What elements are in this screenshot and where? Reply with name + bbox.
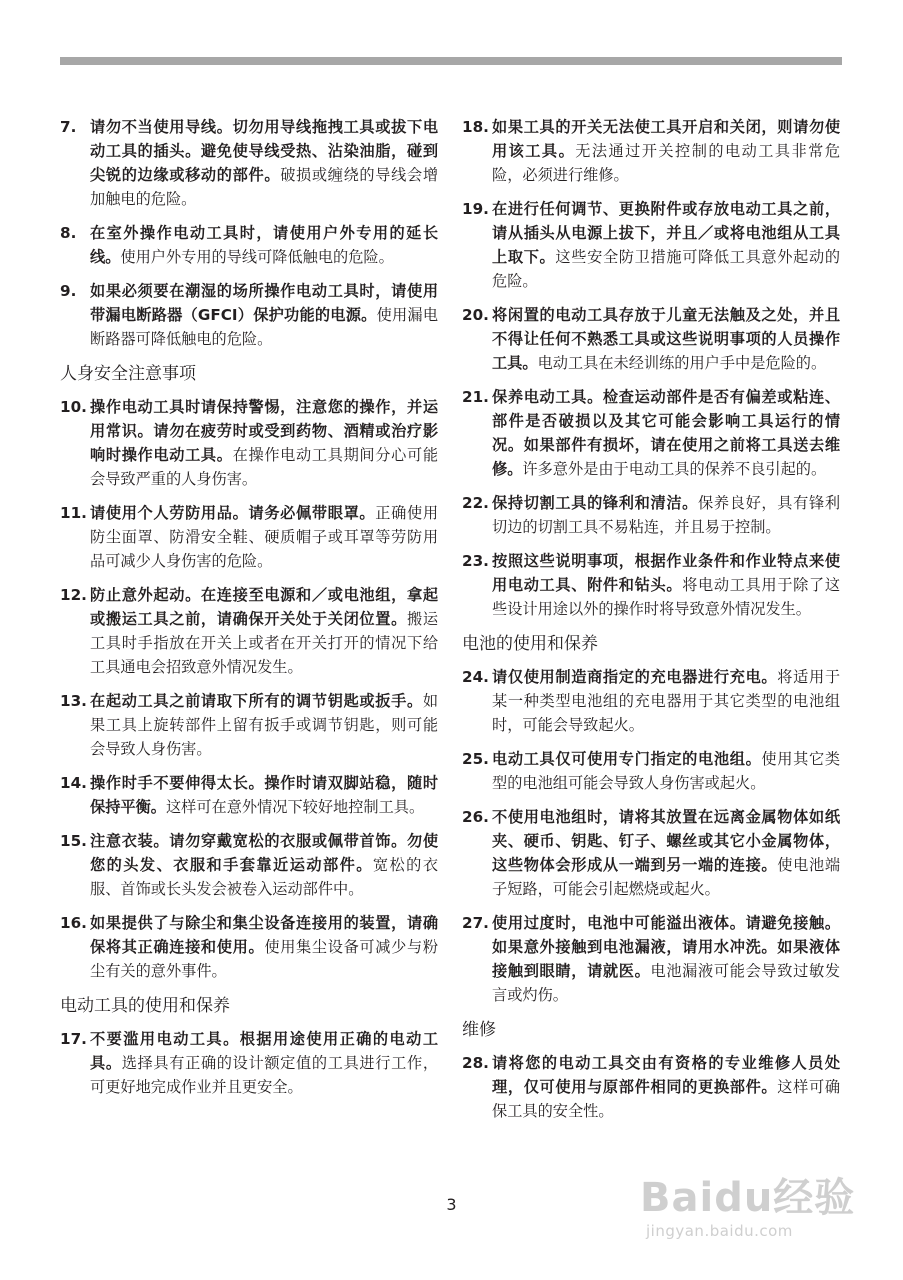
item-bold-text: 请仅使用制造商指定的充电器进行充电。: [492, 668, 778, 686]
page-number: 3: [446, 1195, 457, 1214]
item-number: 11.: [60, 504, 87, 522]
item-bold-text: 如果必须要在潮湿的场所操作电动工具时，请使用带漏电断路器（GFCI）保护功能的电源。: [90, 282, 438, 324]
list-item: [462, 549, 840, 621]
item-normal-text: 正确使用防尘面罩、防滑安全鞋、硬质帽子或耳罩等劳防用品可减少人身伤害的危险。: [90, 504, 439, 570]
item-normal-text: 电池漏液可能会导致过敏发言或灼伤。: [492, 962, 841, 1004]
item-text: [90, 279, 438, 351]
item-number: 7.: [60, 118, 77, 136]
list-item: [462, 747, 840, 795]
item-text: [492, 491, 840, 539]
item-bold-text: 在室外操作电动工具时，请使用户外专用的延长线。: [90, 224, 438, 266]
right-column: [462, 115, 840, 1133]
item-number: 25.: [462, 750, 489, 768]
section-heading: 电池的使用和保养: [462, 634, 598, 654]
item-normal-text: 使用集尘设备可减少与粉尘有关的意外事件。: [90, 938, 439, 980]
item-normal-text: 在操作电动工具期间分心可能会导致严重的人身伤害。: [90, 446, 439, 488]
item-bold-text: 保持切割工具的锋利和清洁。: [492, 494, 699, 512]
item-number: 23.: [462, 552, 489, 570]
item-bold-text: 如果提供了与除尘和集尘设备连接用的装置，请确保将其正确连接和使用。: [90, 914, 438, 956]
item-text: [492, 805, 840, 901]
list-item: [60, 115, 438, 211]
item-text: [492, 747, 840, 795]
list-item: [60, 221, 438, 269]
item-number: 19.: [462, 200, 489, 218]
item-number: 12.: [60, 586, 87, 604]
list-item: [462, 303, 840, 375]
item-text: [90, 115, 438, 211]
item-bold-text: 请使用个人劳防用品。请务必佩带眼罩。: [90, 504, 376, 522]
item-bold-text: 在进行任何调节、更换附件或存放电动工具之前，请从插头从电源上拔下，并且／或将电池组从工具上取下。: [492, 200, 840, 266]
item-normal-text: 使用户外专用的导线可降低触电的危险。: [120, 248, 394, 266]
item-bold-text: 不要滥用电动工具。根据用途使用正确的电动工具。: [90, 1030, 438, 1072]
item-bold-text: 使用过度时，电池中可能溢出液体。请避免接触。如果意外接触到电池漏液，请用水冲洗。如果液体接触到眼睛，请就医。: [492, 914, 840, 980]
item-normal-text: 电动工具在未经训练的用户手中是危险的。: [537, 354, 827, 372]
item-number: 22.: [462, 494, 489, 512]
item-bold-text: 请将您的电动工具交由有资格的专业维修人员处理，仅可使用与原部件相同的更换部件。: [492, 1054, 840, 1096]
item-bold-text: 将闲置的电动工具存放于儿童无法触及之处，并且不得让任何不熟悉工具或这些说明事项的人员操作工具。: [492, 306, 840, 372]
item-text: [90, 771, 438, 819]
list-item: [462, 491, 840, 539]
list-item: [60, 689, 438, 761]
item-normal-text: 如果工具上旋转部件上留有扳手或调节钥匙，则可能会导致人身伤害。: [90, 692, 438, 758]
item-text: [90, 829, 438, 901]
item-number: 15.: [60, 832, 87, 850]
section-heading: 人身安全注意事项: [60, 364, 196, 384]
item-normal-text: 使用其它类型的电池组可能会导致人身伤害或起火。: [492, 750, 841, 792]
item-normal-text: 选择具有正确的设计额定值的工具进行工作，可更好地完成作业并且更安全。: [90, 1054, 439, 1096]
item-normal-text: 这些安全防卫措施可降低工具意外起动的危险。: [492, 248, 841, 290]
item-text: [90, 583, 438, 679]
item-normal-text: 搬运工具时手指放在开关上或者在开关打开的情况下给工具通电会招致意外情况发生。: [90, 610, 439, 676]
list-item: [462, 911, 840, 1007]
item-text: [90, 395, 438, 491]
section-heading: 维修: [462, 1020, 496, 1040]
item-text: [492, 911, 840, 1007]
item-number: 26.: [462, 808, 489, 826]
item-bold-text: 操作电动工具时请保持警惕，注意您的操作，并运用常识。请勿在疲劳时或受到药物、酒精或治疗影响时操作电动工具。: [90, 398, 438, 464]
item-text: [90, 221, 438, 269]
item-text: [90, 501, 438, 573]
list-item: [462, 115, 840, 187]
list-item: [462, 197, 840, 293]
item-text: [492, 385, 840, 481]
item-text: [492, 549, 840, 621]
item-bold-text: 操作时手不要伸得太长。操作时请双脚站稳，随时保持平衡。: [90, 774, 438, 816]
item-text: [90, 689, 438, 761]
item-normal-text: 破损或缠绕的导线会增加触电的危险。: [90, 166, 439, 208]
item-text: [492, 197, 840, 293]
baidu-watermark: [640, 1175, 890, 1265]
item-bold-text: 电动工具仅可使用专门指定的电池组。: [492, 750, 762, 768]
item-number: 24.: [462, 668, 489, 686]
watermark-url: jingyan.baidu.com: [646, 1222, 793, 1240]
item-normal-text: 将电动工具用于除了这些设计用途以外的操作时将导致意外情况发生。: [492, 576, 841, 618]
item-bold-text: 保养电动工具。检查运动部件是否有偏差或粘连、部件是否破损以及其它可能会影响工具运行的情况。如果部件有损坏，请在使用之前将工具送去维修。: [492, 388, 840, 478]
list-item: [462, 385, 840, 481]
list-item: [462, 1051, 840, 1123]
item-normal-text: 保养良好，具有锋利切边的切割工具不易粘连，并且易于控制。: [492, 494, 841, 536]
item-text: [90, 911, 438, 983]
item-bold-text: 不使用电池组时，请将其放置在远离金属物体如纸夹、硬币、钥匙、钉子、螺丝或其它小金属物体，这些物体会形成从一端到另一端的连接。: [492, 808, 840, 874]
item-number: 20.: [462, 306, 489, 324]
item-normal-text: 将适用于某一种类型电池组的充电器用于其它类型的电池组时，可能会导致起火。: [492, 668, 841, 734]
item-bold-text: 请勿不当使用导线。切勿用导线拖拽工具或拔下电动工具的插头。避免使导线受热、沾染油脂，碰到尖锐的边缘或移动的部件。: [90, 118, 438, 184]
item-normal-text: 这样可确保工具的安全性。: [492, 1078, 841, 1120]
list-item: [60, 1027, 438, 1099]
list-item: [60, 395, 438, 491]
item-bold-text: 防止意外起动。在连接至电源和／或电池组，拿起或搬运工具之前，请确保开关处于关闭位置。: [90, 586, 438, 628]
item-text: [492, 1051, 840, 1123]
item-text: [90, 1027, 438, 1099]
item-number: 28.: [462, 1054, 489, 1072]
item-text: [492, 115, 840, 187]
item-text: [492, 665, 840, 737]
list-item: [462, 805, 840, 901]
item-number: 13.: [60, 692, 87, 710]
item-number: 21.: [462, 388, 489, 406]
item-text: [492, 303, 840, 375]
section-heading: 电动工具的使用和保养: [60, 996, 230, 1016]
list-item: [462, 665, 840, 737]
item-normal-text: 宽松的衣服、首饰或长头发会被卷入运动部件中。: [90, 856, 438, 898]
item-number: 27.: [462, 914, 489, 932]
watermark-logo: Baidu经验: [640, 1175, 856, 1221]
item-number: 14.: [60, 774, 87, 792]
item-number: 16.: [60, 914, 87, 932]
list-item: [60, 501, 438, 573]
list-item: [60, 771, 438, 819]
item-normal-text: 许多意外是由于电动工具的保养不良引起的。: [522, 460, 827, 478]
left-column: [60, 115, 438, 1109]
list-item: [60, 911, 438, 983]
item-number: 10.: [60, 398, 87, 416]
list-item: [60, 829, 438, 901]
list-item: [60, 583, 438, 679]
item-normal-text: 无法通过开关控制的电动工具非常危险，必须进行维修。: [492, 142, 840, 184]
top-rule: [60, 57, 842, 65]
item-bold-text: 注意衣装。请勿穿戴宽松的衣服或佩带首饰。勿使您的头发、衣服和手套靠近运动部件。: [90, 832, 438, 874]
item-normal-text: 使用漏电断路器可降低触电的危险。: [90, 306, 439, 348]
item-number: 18.: [462, 118, 489, 136]
item-number: 8.: [60, 224, 77, 242]
item-number: 17.: [60, 1030, 87, 1048]
item-bold-text: 如果工具的开关无法使工具开启和关闭，则请勿使用该工具。: [492, 118, 840, 160]
list-item: [60, 279, 438, 351]
item-normal-text: 使电池端子短路，可能会引起燃烧或起火。: [492, 856, 841, 898]
item-normal-text: 这样可在意外情况下较好地控制工具。: [165, 798, 425, 816]
item-bold-text: 在起动工具之前请取下所有的调节钥匙或扳手。: [90, 692, 423, 710]
item-bold-text: 按照这些说明事项，根据作业条件和作业特点来使用电动工具、附件和钻头。: [492, 552, 840, 594]
item-number: 9.: [60, 282, 77, 300]
